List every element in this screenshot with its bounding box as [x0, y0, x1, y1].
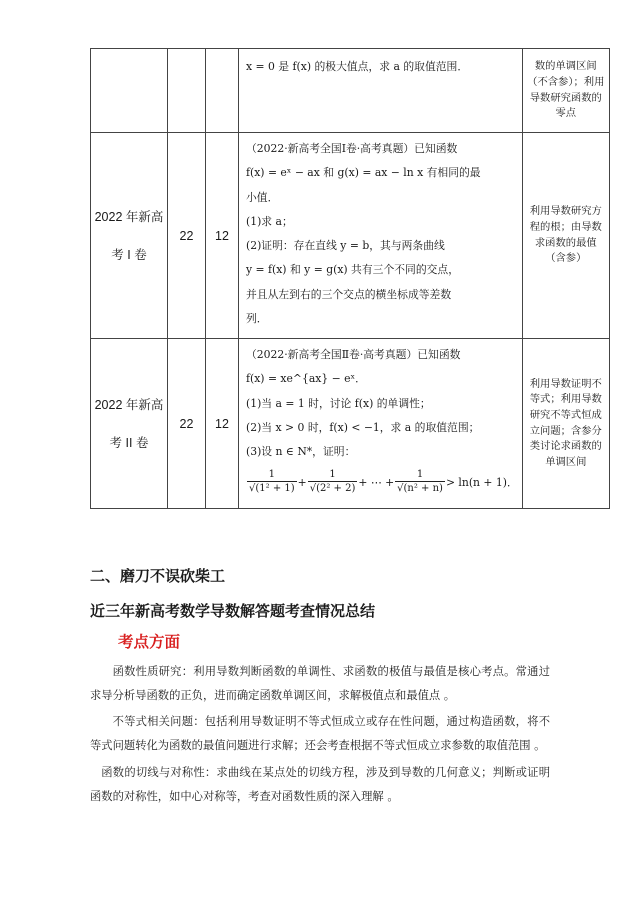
paragraph-tangent-symmetry: 函数的切线与对称性：求曲线在某点处的切线方程，涉及到导数的几何意义；判断或证明函数的对称性，如中心对称等，考查对函数性质的深入理解 。: [90, 766, 550, 803]
section-heading: 二、磨刀不误砍柴工: [90, 568, 226, 585]
question-line: y = f(x) 和 y = g(x) 共有三个不同的交点，: [246, 263, 460, 277]
table-row: [91, 339, 610, 509]
exam-name-line: 2022 年新高: [94, 209, 164, 224]
question-line: （2022·新高考全国Ⅱ卷·高考真题）已知函数: [246, 348, 461, 361]
topic-cell: 利用导数证明不等式；利用导数研究不等式恒成立问题；含参分类讨论求函数的单调区间: [522, 339, 609, 509]
question-line: 并且从左到右的三个交点的横坐标成等差数: [246, 287, 452, 301]
question-line: (3)设 n ∈ N*，证明：: [246, 445, 356, 459]
plus-operator: +: [297, 475, 307, 489]
exam-name-line: 考 II 卷: [109, 435, 149, 450]
question-line: （2022·新高考全国Ⅰ卷·高考真题）已知函数: [246, 142, 458, 155]
exam-cell: [91, 133, 168, 339]
question-line: 列．: [246, 312, 268, 326]
score-cell: 12: [206, 133, 239, 339]
exam-name-line: 2022 年新高: [94, 397, 164, 412]
fraction-term: [395, 469, 445, 495]
question-line: f(x) = eˣ − ax 和 g(x) = ax − ln x 有相同的最: [246, 166, 481, 180]
fraction-term: [247, 469, 297, 495]
question-cell: [239, 339, 523, 509]
question-cell: [239, 133, 523, 339]
question-line: 小值．: [246, 190, 279, 204]
exam-table: [90, 48, 610, 509]
score-cell: [206, 49, 239, 133]
fraction-numerator: 1: [268, 469, 276, 481]
inequality-tail: > ln(n + 1)．: [445, 475, 518, 489]
question-line: f(x) = xe^{ax} − eˣ．: [246, 372, 366, 386]
question-line: x = 0 是 f(x) 的极大值点，求 a 的取值范围．: [246, 60, 469, 73]
table-row: [91, 133, 610, 339]
exam-name-line: 考 I 卷: [111, 247, 147, 262]
exam-cell: [91, 49, 168, 133]
fraction-term: [308, 469, 358, 495]
summary-title: 近三年新高考数学导数解答题考查情况总结: [90, 603, 376, 620]
aspect-title: 考点方面: [118, 634, 181, 651]
ellipsis-operator: + ⋯ +: [358, 475, 395, 489]
question-cell: [239, 49, 523, 133]
topic-cell: 数的单调区间（不含参）；利用导数研究函数的零点: [522, 49, 609, 133]
exam-cell: [91, 339, 168, 509]
question-line: (2)当 x > 0 时，f(x) < −1，求 a 的取值范围；: [246, 420, 480, 434]
question-line: (2)证明：存在直线 y = b，其与两条曲线: [246, 239, 445, 253]
question-line: (1)求 a；: [246, 214, 293, 228]
score-cell: 12: [206, 339, 239, 509]
question-line: (1)当 a = 1 时，讨论 f(x) 的单调性；: [246, 396, 431, 410]
question-no-cell: [168, 49, 206, 133]
fraction-numerator: 1: [416, 469, 424, 481]
table-row: [91, 49, 610, 133]
fraction-denominator: √(2² + 2): [309, 483, 356, 495]
paragraph-function-properties: 函数性质研究：利用导数判断函数的单调性、求函数的极值与最值是核心考点。常通过求导分析导函数的正负，进而确定函数单调区间，求解极值点和最值点 。: [90, 665, 550, 702]
question-no-cell: 22: [168, 133, 206, 339]
question-no-cell: 22: [168, 339, 206, 509]
fraction-numerator: 1: [329, 469, 336, 481]
fraction-denominator: √(n² + n): [397, 483, 443, 495]
inequality-formula: [246, 464, 518, 500]
topic-cell: 利用导数研究方程的根；由导数求函数的最值（含参）: [522, 133, 609, 339]
paragraph-inequality: 不等式相关问题：包括利用导数证明不等式恒成立或存在性问题，通过构造函数，将不等式问题转化为函数的最值问题进行求解；还会考查根据不等式恒成立求参数的取值范围 。: [90, 715, 550, 752]
fraction-denominator: √(1² + 1): [249, 483, 295, 495]
